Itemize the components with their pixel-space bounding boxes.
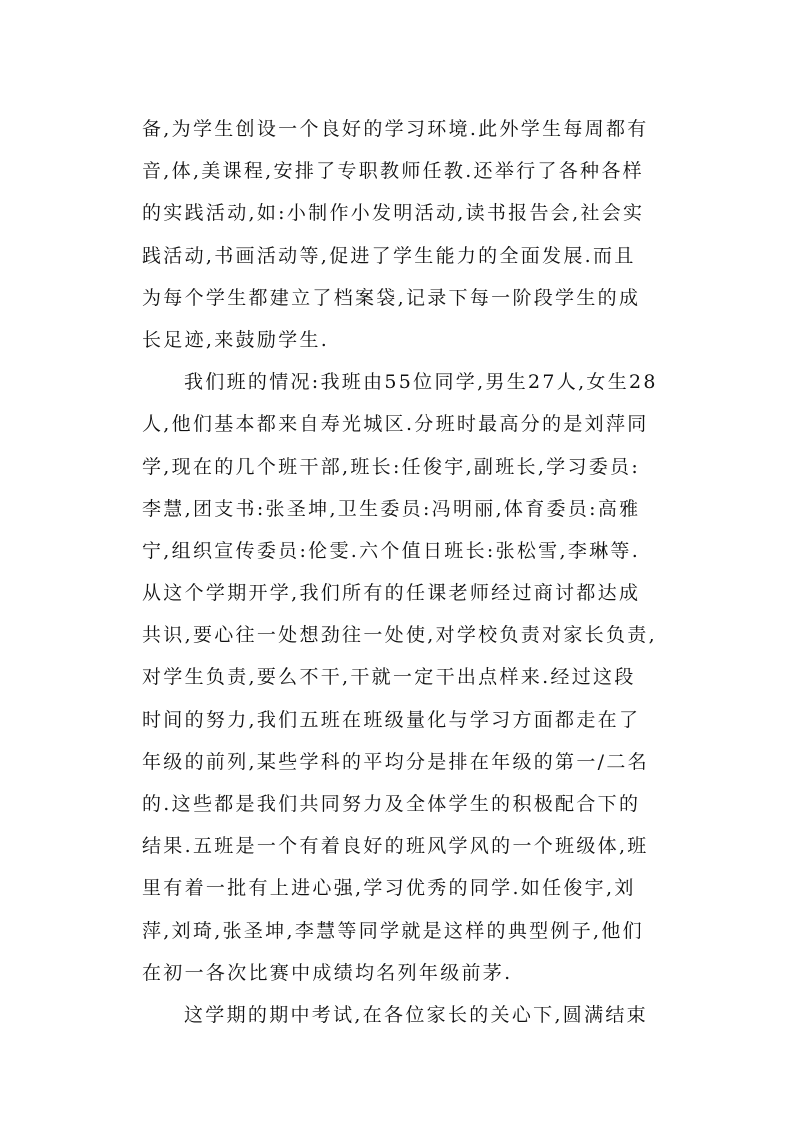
text-line: 宁,组织宣传委员:伦雯.六个值日班长:张松雪,李琳等. xyxy=(142,539,641,562)
text-line: 萍,刘琦,张圣坤,李慧等同学就是这样的典型例子,他们 xyxy=(142,919,644,942)
text-line: 从这个学期开学,我们所有的任课老师经过商讨都达成 xyxy=(142,582,641,605)
text-line: 李慧,团支书:张圣坤,卫生委员:冯明丽,体育委员:高雅 xyxy=(142,497,641,520)
text-line: 的实践活动,如:小制作小发明活动,读书报告会,社会实 xyxy=(142,202,645,225)
text-line: 我们班的情况:我班由55位同学,男生27人,女生28 xyxy=(184,371,658,394)
text-line: 学,现在的几个班干部,班长:任俊宇,副班长,学习委员: xyxy=(142,455,641,478)
text-line: 这学期的期中考试,在各位家长的关心下,圆满结束 xyxy=(184,1003,648,1026)
text-line: 时间的努力,我们五班在班级量化与学习方面都走在了 xyxy=(142,708,641,731)
text-line: 在初一各次比赛中成绩均名列年级前茅. xyxy=(142,961,513,984)
body-text xyxy=(142,108,662,1036)
text-line: 结果.五班是一个有着良好的班风学风的一个班级体,班 xyxy=(142,835,649,858)
text-line: 音,体,美课程,安排了专职教师任教.还举行了各种各样 xyxy=(142,160,644,183)
text-line: 为每个学生都建立了档案袋,记录下每一阶段学生的成 xyxy=(142,286,641,309)
text-line: 备,为学生创设一个良好的学习环境.此外学生每周都有 xyxy=(142,118,649,140)
text-line: 年级的前列,某些学科的平均分是排在年级的第一/二名 xyxy=(142,750,649,773)
text-line: 共识,要心往一处想劲往一处使,对学校负责对家长负责, xyxy=(142,624,657,647)
text-line: 对学生负责,要么不干,干就一定干出点样来.经过这段 xyxy=(142,666,636,689)
text-line: 里有着一批有上进心强,学习优秀的同学.如任俊宇,刘 xyxy=(142,877,636,900)
text-line: 长足迹,来鼓励学生. xyxy=(142,328,330,351)
text-line: 践活动,书画活动等,促进了学生能力的全面发展.而且 xyxy=(142,244,636,267)
text-line: 人,他们基本都来自寿光城区.分班时最高分的是刘萍同 xyxy=(142,413,649,436)
text-line: 的.这些都是我们共同努力及全体学生的积极配合下的 xyxy=(142,793,641,815)
